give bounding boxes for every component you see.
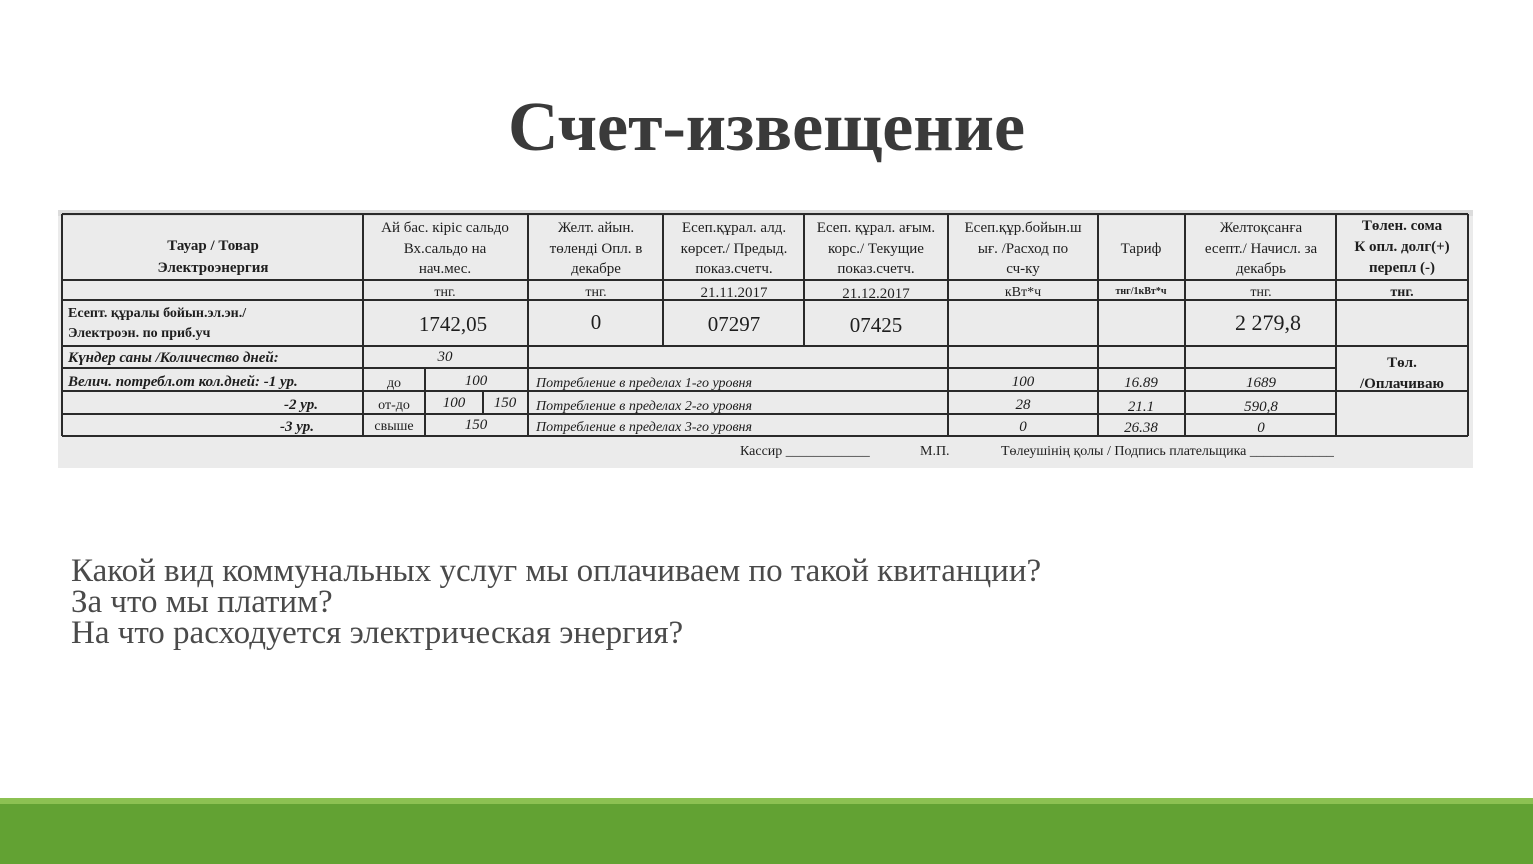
- meter-accrued-value: 2 279,8: [1235, 310, 1301, 335]
- header-product-l1: Тауар / Товар: [167, 238, 259, 254]
- level-2-from: 100: [442, 395, 466, 411]
- header-balance-l3: нач.мес.: [418, 261, 472, 277]
- header-due-l3: перепл (-): [1368, 260, 1436, 276]
- question-2: За что мы платим?: [71, 584, 333, 620]
- header-due-l1: Төлен. сома: [1361, 218, 1443, 234]
- header-product-l2: Электроэнергия: [157, 260, 269, 276]
- level-2-sum: 590,8: [1244, 399, 1278, 415]
- header-accrued-l3: декабрь: [1236, 261, 1286, 277]
- unit-curr-date: 21.12.2017: [842, 286, 910, 302]
- unit-prev-date: 21.11.2017: [700, 285, 768, 301]
- level-2-desc: Потребление в пределах 2-го уровня: [536, 399, 753, 414]
- question-1: Какой вид коммунальных услуг мы оплачиваем по такой квитанции?: [71, 553, 1042, 589]
- header-accrued-l1: Желтоқсанға: [1219, 220, 1303, 236]
- header-prev-l1: Есеп.құрал. алд.: [681, 220, 787, 236]
- cashier-field: Кассир ____________: [740, 444, 870, 459]
- header-balance-l1: Ай бас. кіріс сальдо: [381, 220, 509, 236]
- unit-paid: тнг.: [585, 285, 607, 300]
- header-curr-l3: показ.счетч.: [837, 261, 915, 277]
- header-due-l2: К опл. долг(+): [1354, 239, 1450, 255]
- level-1-label: Велич. потребл.от кол.дней: -1 ур.: [68, 374, 298, 390]
- header-curr-l2: корс./ Текущие: [828, 241, 924, 257]
- header-usage-l3: сч-ку: [1006, 261, 1040, 277]
- receipt-table: [58, 210, 1473, 468]
- level-3-usage: 0: [1019, 419, 1027, 435]
- meter-curr-value: 07425: [849, 313, 903, 337]
- level-1-bound: до: [386, 376, 402, 391]
- level-3-from: 150: [464, 417, 488, 433]
- meter-label-l1: Есепт. құралы бойын.эл.эн./: [68, 306, 247, 321]
- header-usage-l1: Есеп.құр.бойын.ш: [964, 220, 1082, 236]
- unit-accrued: тнг.: [1250, 285, 1272, 300]
- level-1-usage: 100: [1011, 374, 1035, 390]
- days-label: Күндер саны /Количество дней:: [68, 350, 279, 366]
- meter-label-l2: Электроэн. по приб.уч: [68, 326, 211, 341]
- header-curr-l1: Есеп. құрал. ағым.: [816, 220, 936, 236]
- level-3-sum: 0: [1257, 420, 1265, 436]
- header-paid-l1: Желт. айын.: [557, 220, 635, 236]
- unit-due: тнг.: [1390, 285, 1414, 300]
- question-3: На что расходуется электрическая энергия?: [71, 615, 684, 651]
- level-3-bound: свыше: [374, 419, 414, 434]
- level-1-from: 100: [464, 373, 488, 389]
- level-3-tariff: 26.38: [1124, 420, 1158, 436]
- unit-usage: кВт*ч: [1004, 285, 1042, 300]
- header-paid-l3: декабре: [571, 261, 621, 277]
- questions-block: [71, 553, 1491, 651]
- slide-title: Счет-извещение: [507, 89, 1026, 166]
- unit-balance: тнг.: [434, 285, 456, 300]
- days-value: 30: [437, 349, 453, 365]
- signature-field: Төлеушінің қолы / Подпись плательщика ____________: [1001, 444, 1334, 459]
- pay-label-l2: /Оплачиваю: [1360, 376, 1444, 392]
- level-2-usage: 28: [1015, 397, 1031, 413]
- level-2-bound: от-до: [378, 398, 410, 413]
- meter-balance-value: 1742,05: [418, 312, 488, 336]
- level-2-to: 150: [493, 395, 517, 411]
- meter-prev-value: 07297: [707, 312, 761, 336]
- level-3-label: -3 ур.: [280, 419, 314, 435]
- stamp-label: М.П.: [920, 444, 950, 459]
- receipt-scan: [58, 210, 1473, 468]
- footer-bar: [0, 798, 1533, 864]
- header-balance-l2: Вх.сальдо на: [403, 241, 487, 257]
- header-prev-l3: показ.счетч.: [695, 261, 773, 277]
- header-usage-l2: ығ. /Расход по: [977, 241, 1069, 257]
- header-prev-l2: көрсет./ Предыд.: [680, 241, 788, 257]
- meter-paid-value: 0: [590, 310, 602, 334]
- level-1-desc: Потребление в пределах 1-го уровня: [536, 376, 753, 391]
- header-paid-l2: төленді Опл. в: [549, 241, 643, 257]
- pay-label-l1: Төл.: [1387, 355, 1417, 371]
- level-1-sum: 1689: [1246, 375, 1276, 391]
- header-tariff: Тариф: [1120, 241, 1162, 257]
- level-2-label: -2 ур.: [284, 397, 318, 413]
- header-accrued-l2: есепт./ Начисл. за: [1204, 241, 1318, 257]
- level-1-tariff: 16.89: [1124, 375, 1158, 391]
- level-3-desc: Потребление в пределах 3-го уровня: [536, 420, 753, 435]
- unit-tariff: тнг/1кВт*ч: [1115, 286, 1167, 297]
- footer-accent-line: [0, 798, 1533, 804]
- level-2-tariff: 21.1: [1127, 399, 1155, 415]
